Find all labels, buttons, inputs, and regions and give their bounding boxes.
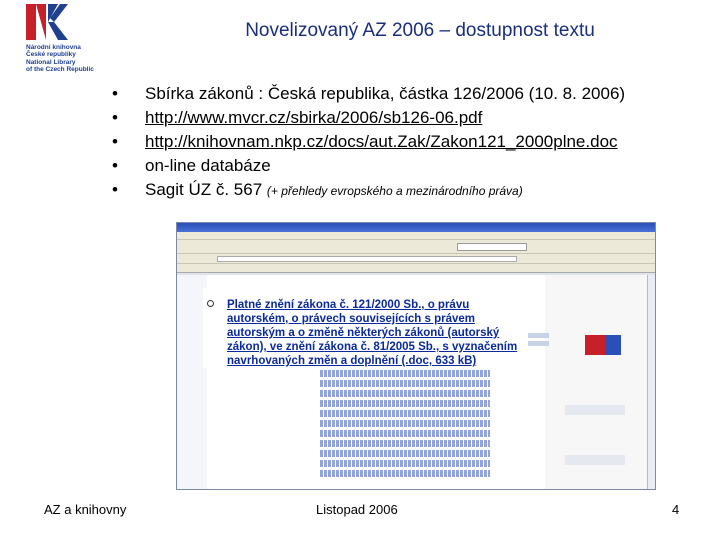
logo-line: Národní knihovna: [26, 44, 81, 51]
screenshot-list-row: [320, 400, 490, 407]
screenshot-right-column: [545, 275, 655, 489]
footer-date: Listopad 2006: [316, 502, 398, 517]
bullet-item: [112, 130, 625, 154]
bullet-item: [112, 106, 625, 130]
screenshot-list-row: [320, 380, 490, 387]
screenshot-link-list: [320, 370, 490, 480]
logo-line: National Library: [26, 58, 76, 66]
bullet-item: [112, 154, 625, 178]
screenshot-list-row: [320, 390, 490, 397]
screenshot-address-bar: [177, 254, 655, 264]
screenshot-list-row: [320, 460, 490, 467]
nkp-logo: [26, 4, 136, 84]
screenshot-scrollbar: [647, 275, 655, 489]
screenshot-list-row: [320, 370, 490, 377]
screenshot-url-field: [217, 256, 517, 262]
screenshot-logo-red: [585, 335, 605, 355]
footer-left: AZ a knihovny: [44, 502, 127, 517]
screenshot-list-row: [320, 440, 490, 447]
bullet-icon: •: [112, 84, 118, 103]
screenshot-zoom-callout: [203, 288, 528, 368]
logo-line: České republiky: [26, 51, 76, 59]
screenshot-list-row: [320, 410, 490, 417]
screenshot-banner: [565, 405, 625, 415]
screenshot-banner: [565, 455, 625, 465]
slide-number: 4: [672, 502, 680, 517]
screenshot-titlebar: [177, 223, 655, 232]
bullet-icon: •: [112, 180, 118, 199]
bullet-icon: •: [112, 132, 118, 151]
zoomed-law-link[interactable]: Platné znění zákona č. 121/2000 Sb., o právu autorském, o právech souvisejících s právem autorským a o změně některých zákonů (autorský zákon), ve znění zákona č. 81/2005 Sb., s vyznačením navrhovaných změn a doplnění (.doc, 633 kB): [227, 299, 518, 367]
bullet-item: [112, 178, 625, 202]
slide-title: Novelizovaný AZ 2006 – dostupnost textu: [245, 20, 595, 41]
screenshot-toolbar: [177, 240, 655, 254]
bullet-item: [112, 82, 625, 106]
screenshot-list-row: [320, 430, 490, 437]
logo-line: of the Czech Republic: [26, 66, 94, 74]
nkp-logo-text: [26, 44, 94, 74]
circle-bullet-icon: [207, 300, 214, 307]
screenshot-logo-blue: [605, 335, 621, 355]
bullet-note: (+ přehledy evropského a mezinárodního práva): [266, 184, 523, 198]
bullet-icon: •: [112, 108, 118, 127]
screenshot-search-box: [457, 243, 527, 251]
bullet-text: on-line databáze: [145, 156, 271, 175]
screenshot-list-row: [320, 420, 490, 427]
screenshot-menubar: [177, 232, 655, 240]
screenshot-list-row: [320, 450, 490, 457]
bullet-text: Sbírka zákonů : Česká republika, částka 126/2006 (10. 8. 2006): [145, 84, 626, 103]
bullet-icon: •: [112, 156, 118, 175]
screenshot-list-row: [320, 470, 490, 477]
screenshot-links-bar: [177, 264, 655, 273]
mvcr-link[interactable]: http://www.mvcr.cz/sbirka/2006/sb126-06.pdf: [145, 108, 483, 127]
knihovnam-link[interactable]: http://knihovnam.nkp.cz/docs/aut.Zak/Zakon121_2000plne.doc: [145, 132, 618, 151]
bullet-list: [112, 82, 625, 202]
nkp-logo-mark-icon: [26, 4, 68, 40]
bullet-text: Sagit ÚZ č. 567: [145, 180, 263, 199]
